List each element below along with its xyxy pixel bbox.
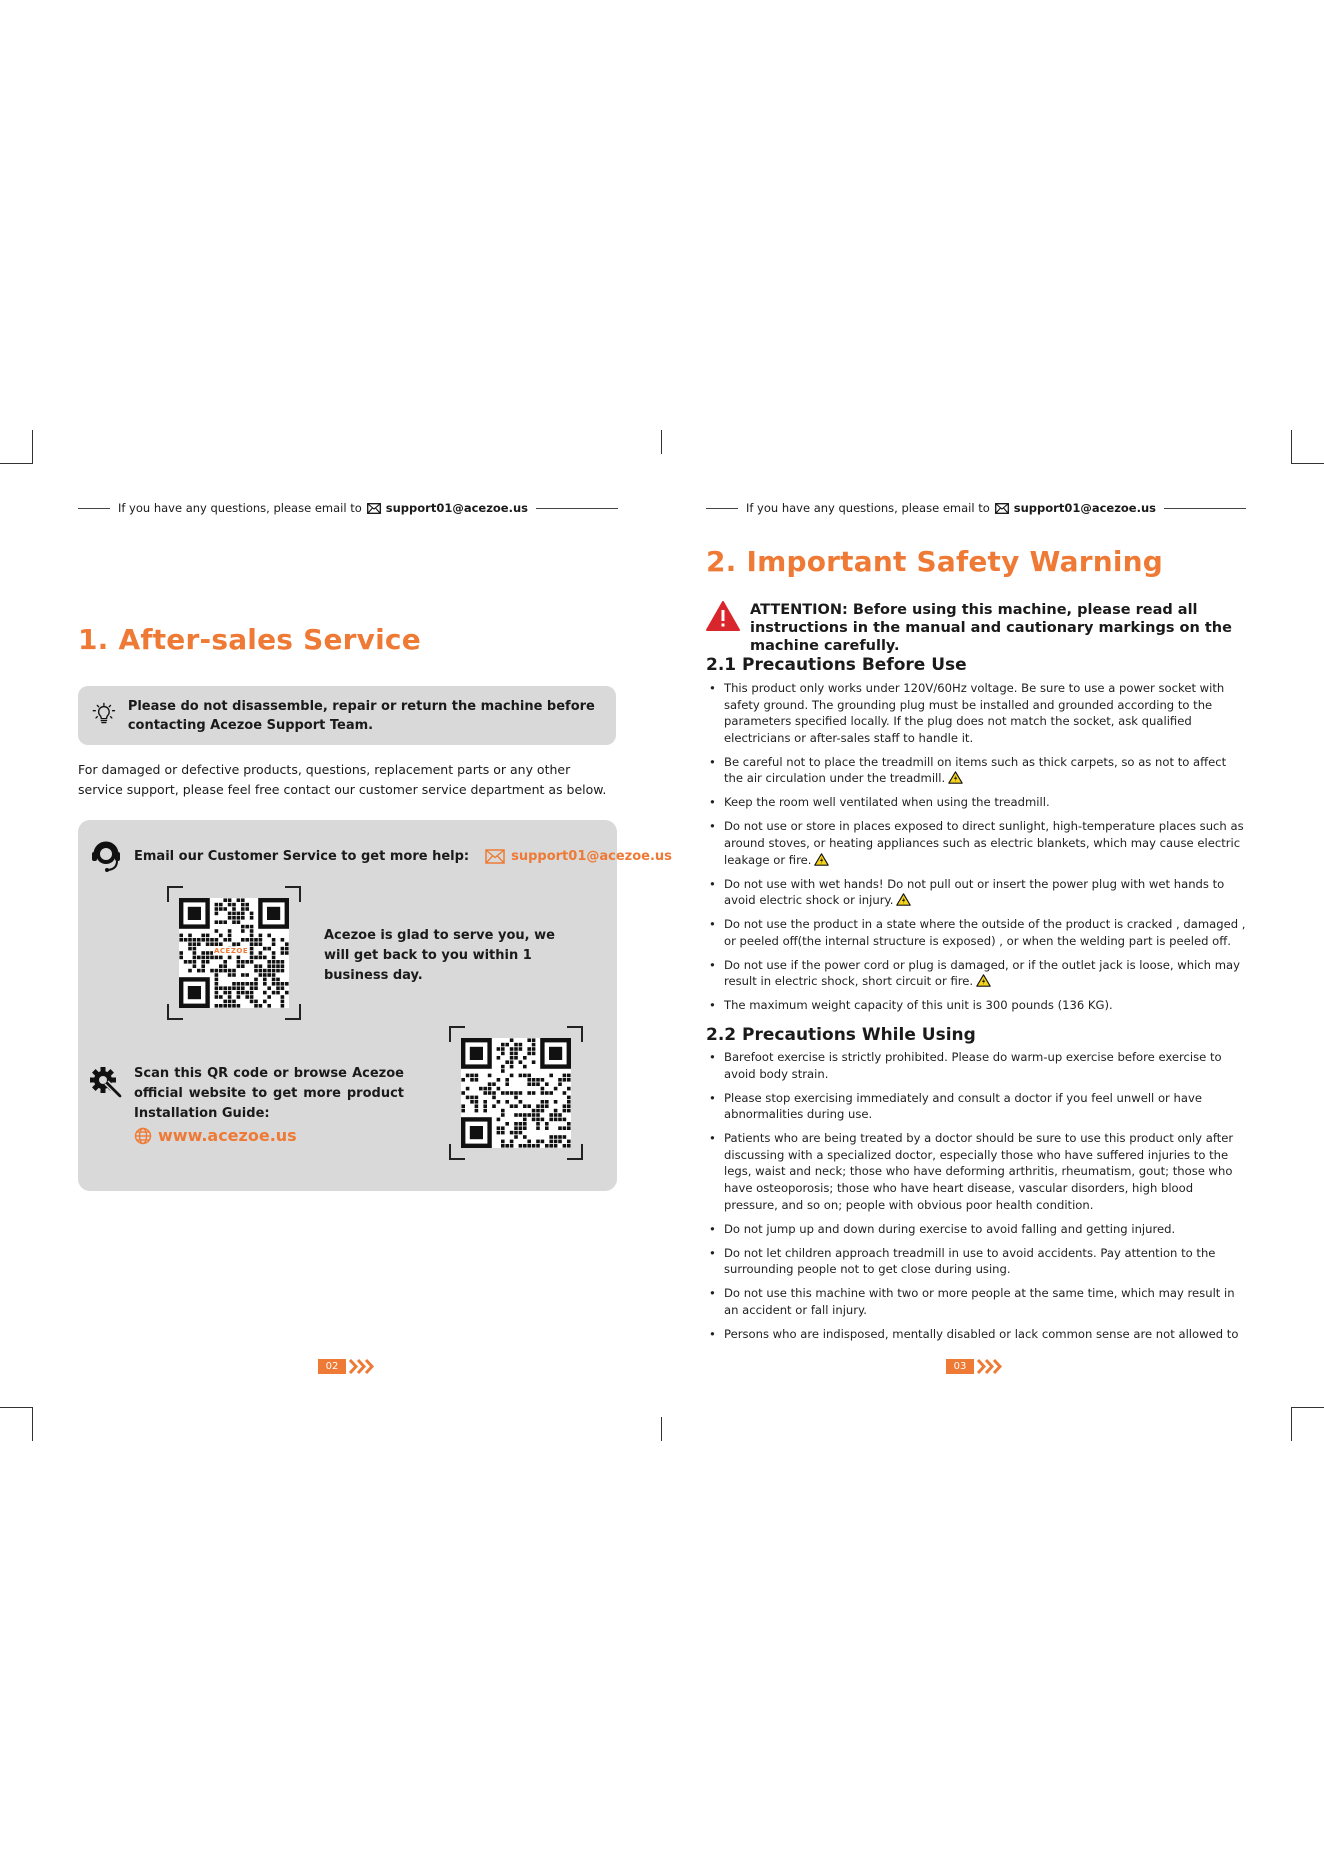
email-link-text[interactable]: support01@acezoe.us — [511, 848, 672, 864]
page-header-right — [706, 497, 1246, 519]
list-item — [706, 1245, 1248, 1278]
list-item-text: The maximum weight capacity of this unit is 300 pounds (136 KG). — [724, 998, 1113, 1013]
scan-row — [88, 1064, 404, 1145]
list-item — [706, 680, 1248, 746]
electric-warning-icon — [948, 771, 963, 784]
intro-paragraph: For damaged or defective products, questions, replacement parts or any other service support, please feel free contact our customer service department as below. — [78, 762, 607, 797]
header-text: If you have any questions, please email to — [745, 501, 990, 515]
mail-icon — [367, 503, 381, 514]
list-item — [706, 957, 1248, 990]
list-item-text: Patients who are being treated by a doctor should be sure to use this product only after discussing with a specialized doctor, especially those who have suffered injuries to the legs, waist and neck; those who have deforming arthritis, rheumatism, gout; those who have osteoporosis; those who have heart disease, vascular disorders, high blood pressure, and so on; people with obvious poor health condition. — [724, 1131, 1234, 1212]
list-item — [706, 876, 1248, 909]
attention-box — [706, 601, 1290, 655]
response-time-text: Acezoe is glad to serve you, we will get back to you within 1 business day. — [324, 928, 555, 983]
list-item-text: Please stop exercising immediately and consult a doctor if you feel unwell or have abnormalities during use. — [724, 1090, 1202, 1122]
list-item-text: Persons who are indisposed, mentally disabled or lack common sense are not allowed to — [724, 1326, 1239, 1341]
email-label: Email our Customer Service to get more help: — [134, 848, 470, 864]
list-item — [706, 1130, 1248, 1213]
mail-icon — [485, 849, 505, 864]
mail-icon — [995, 503, 1009, 514]
electric-warning-icon — [814, 853, 829, 866]
list-item — [706, 1285, 1248, 1318]
qr-brand-label: ACEZOE — [214, 947, 249, 955]
list-item — [706, 1049, 1248, 1082]
tools-icon — [88, 1065, 124, 1101]
crop-mark — [32, 1407, 33, 1441]
crop-mark — [1291, 1407, 1292, 1441]
list-item — [706, 997, 1248, 1014]
list-item-text: Barefoot exercise is strictly prohibited. Please do warm-up exercise before exercise to avoid body strain. — [724, 1050, 1222, 1081]
subsection-title: 2.2 Precautions While Using — [706, 1025, 976, 1045]
globe-icon — [134, 1127, 152, 1145]
email-row — [88, 838, 672, 874]
page-number-left — [318, 1358, 378, 1375]
chevrons-icon — [348, 1358, 378, 1375]
list-item-text: Do not jump up and down during exercise to avoid falling and getting injured. — [724, 1221, 1176, 1236]
crop-mark — [1291, 1407, 1324, 1408]
electric-warning-icon — [976, 974, 991, 987]
page-number: 02 — [318, 1359, 346, 1374]
qr-code-icon[interactable] — [179, 898, 289, 1008]
list-item — [706, 1221, 1248, 1238]
list-item-text: Do not use or store in places exposed to direct sunlight, high-temperature places such as around stoves, or heating appliances such as electric blankets, which may cause electric leakage or fire. — [724, 819, 1244, 867]
crop-mark — [0, 1407, 33, 1408]
subsection-title: 2.1 Precautions Before Use — [706, 655, 967, 675]
electric-warning-icon — [896, 893, 911, 906]
list-item-text: This product only works under 120V/60Hz voltage. Be sure to use a power socket with safety ground. The grounding plug must be installed and grounded according to the parameters specified locally. If the plug does not match the socket, ask qualified electricians or after-sales staff to handle it. — [724, 681, 1225, 745]
crop-mark — [1291, 430, 1292, 464]
list-item-text: Be careful not to place the treadmill on items such as thick carpets, so as not to affect the air circulation under the treadmill. — [724, 754, 1227, 786]
page-number: 03 — [946, 1359, 974, 1374]
notice-box — [78, 686, 616, 745]
list-item-text: Do not use with wet hands! Do not pull out or insert the power plug with wet hands to avoid electric shock or injury. — [724, 876, 1225, 908]
headset-icon — [88, 838, 124, 874]
page-header-left — [78, 497, 618, 519]
website-text[interactable]: www.acezoe.us — [158, 1126, 297, 1145]
list-item — [706, 754, 1248, 787]
crop-mark — [32, 430, 33, 464]
section-title: 1. After-sales Service — [78, 623, 421, 656]
crop-mark — [661, 1417, 662, 1441]
attention-text: ATTENTION: Before using this machine, please read all instructions in the manual and cautionary markings on the machine carefully. — [750, 602, 1232, 654]
list-item — [706, 916, 1248, 949]
qr-code-frame — [449, 1026, 583, 1160]
list-item-text: Do not use if the power cord or plug is damaged, or if the outlet jack is loose, which may result in electric shock, short circuit or fire. — [724, 957, 1240, 989]
list-item-text: Do not let children approach treadmill in use to avoid accidents. Pay attention to the surrounding people not to get close during using. — [724, 1245, 1216, 1277]
customer-service-box — [78, 820, 672, 1191]
email-link[interactable] — [485, 849, 672, 864]
list-item — [706, 1326, 1248, 1343]
section-title: 2. Important Safety Warning — [706, 545, 1164, 578]
qr-code-icon[interactable] — [461, 1038, 571, 1148]
list-item — [706, 818, 1248, 868]
list-item-text: Do not use this machine with two or more people at the same time, which may result in an accident or fall injury. — [724, 1286, 1235, 1317]
header-email[interactable]: support01@acezoe.us — [385, 501, 528, 515]
scan-text: Scan this QR code or browse Acezoe official website to get more product Installation Guide: — [134, 1066, 404, 1121]
chevrons-icon — [976, 1358, 1006, 1375]
precautions-before-list — [706, 680, 1248, 1021]
header-email[interactable]: support01@acezoe.us — [1013, 501, 1156, 515]
qr-code-frame — [167, 886, 301, 1020]
page-number-right — [946, 1358, 1006, 1375]
notice-text: Please do not disassemble, repair or return the machine before contacting Acezoe Support Team. — [127, 699, 595, 733]
crop-mark — [1291, 463, 1324, 464]
precautions-while-list — [706, 1049, 1248, 1350]
list-item-text: Do not use the product in a state where the outside of the product is cracked , damaged , or peeled off(the internal structure is exposed) , or when the welding part is peeled off. — [724, 917, 1246, 948]
crop-mark — [0, 463, 33, 464]
website-link[interactable] — [134, 1126, 404, 1145]
list-item-text: Keep the room well ventilated when using the treadmill. — [724, 795, 1050, 810]
crop-mark — [661, 430, 662, 454]
header-text: If you have any questions, please email to — [117, 501, 362, 515]
lightbulb-icon — [92, 696, 116, 732]
alert-triangle-icon — [706, 601, 740, 631]
list-item — [706, 794, 1248, 811]
list-item — [706, 1090, 1248, 1123]
